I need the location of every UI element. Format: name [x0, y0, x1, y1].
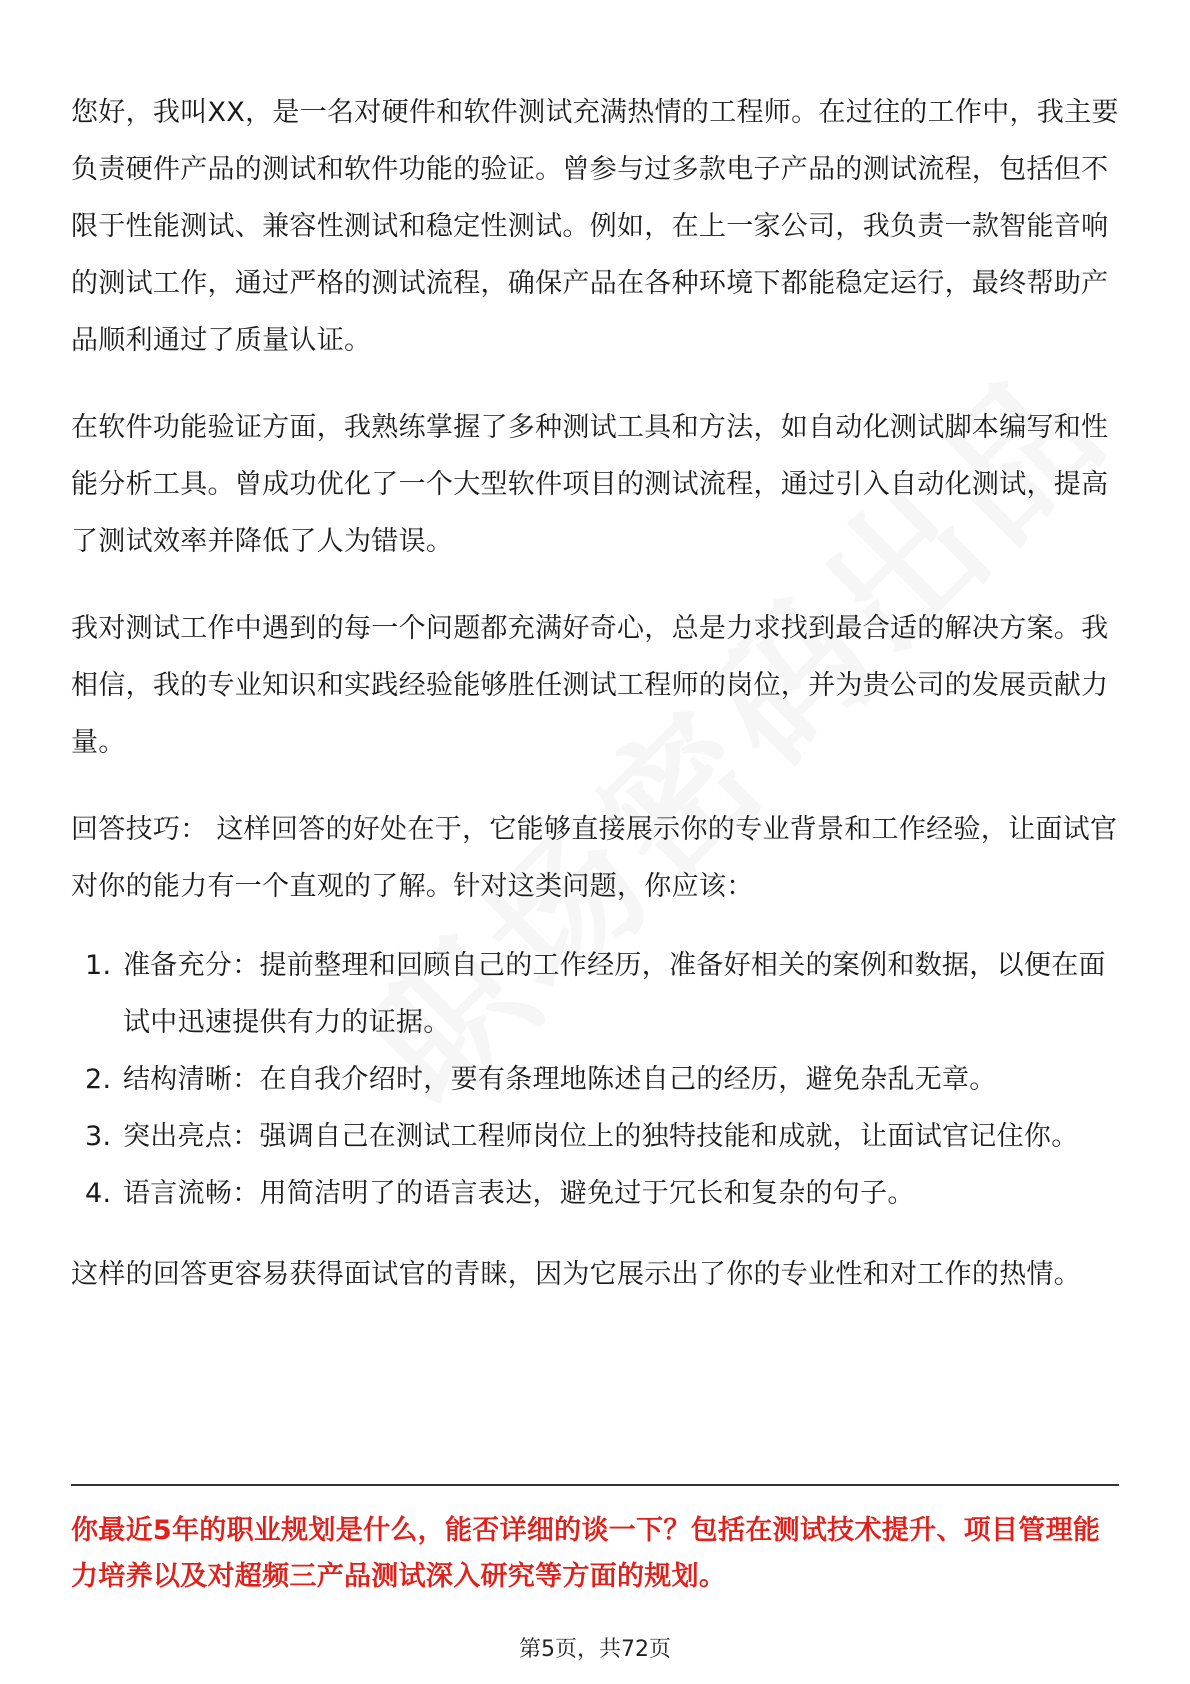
- list-item: [71, 1108, 1119, 1165]
- list-item: [71, 1051, 1119, 1108]
- list-text: 准备充分：提前整理和回顾自己的工作经历，准备好相关的案例和数据，以便在面试中迅速提供有力的证据。: [123, 950, 1106, 1038]
- list-number: 1.: [85, 950, 112, 981]
- section-divider: [71, 1484, 1119, 1486]
- closing-paragraph: 这样的回答更容易获得面试官的青睐，因为它展示出了你的专业性和对工作的热情。: [71, 1259, 1082, 1290]
- answer-paragraph-3: 我对测试工作中遇到的每一个问题都充满好奇心，总是力求找到最合适的解决方案。我相信，我的专业知识和实践经验能够胜任测试工程师的岗位，并为贵公司的发展贡献力量。: [71, 613, 1109, 758]
- list-text: 突出亮点：强调自己在测试工程师岗位上的独特技能和成就，让面试官记住你。: [123, 1121, 1079, 1152]
- answer-body: [71, 84, 1119, 1333]
- answer-paragraph-2: 在软件功能验证方面，我熟练掌握了多种测试工具和方法，如自动化测试脚本编写和性能分析工具。曾成功优化了一个大型软件项目的测试流程，通过引入自动化测试，提高了测试效率并降低了人为错误。: [71, 412, 1109, 557]
- tips-list: [71, 937, 1119, 1222]
- list-text: 语言流畅：用简洁明了的语言表达，避免过于冗长和复杂的句子。: [123, 1178, 915, 1209]
- list-item: [71, 937, 1119, 1051]
- list-item: [71, 1165, 1119, 1222]
- list-text: 结构清晰：在自我介绍时，要有条理地陈述自己的经历，避免杂乱无章。: [123, 1064, 997, 1095]
- list-number: 3.: [85, 1121, 112, 1152]
- page-number: 第5页，共72页: [519, 1637, 671, 1662]
- list-number: 2.: [85, 1064, 112, 1095]
- next-question-heading: 你最近5年的职业规划是什么，能否详细的谈一下？包括在测试技术提升、项目管理能力培养以及对超频三产品测试深入研究等方面的规划。: [71, 1515, 1101, 1592]
- list-number: 4.: [85, 1178, 112, 1209]
- tips-intro: 回答技巧： 这样回答的好处在于，它能够直接展示你的专业背景和工作经验，让面试官对你的能力有一个直观的了解。针对这类问题，你应该：: [71, 814, 1118, 902]
- answer-paragraph-1: 您好，我叫XX，是一名对硬件和软件测试充满热情的工程师。在过往的工作中，我主要负责硬件产品的测试和软件功能的验证。曾参与过多款电子产品的测试流程，包括但不限于性能测试、兼容性测试和稳定性测试。例如，在上一家公司，我负责一款智能音响的测试工作，通过严格的测试流程，确保产品在各种环境下都能稳定运行，最终帮助产品顺利通过了质量认证。: [71, 97, 1119, 356]
